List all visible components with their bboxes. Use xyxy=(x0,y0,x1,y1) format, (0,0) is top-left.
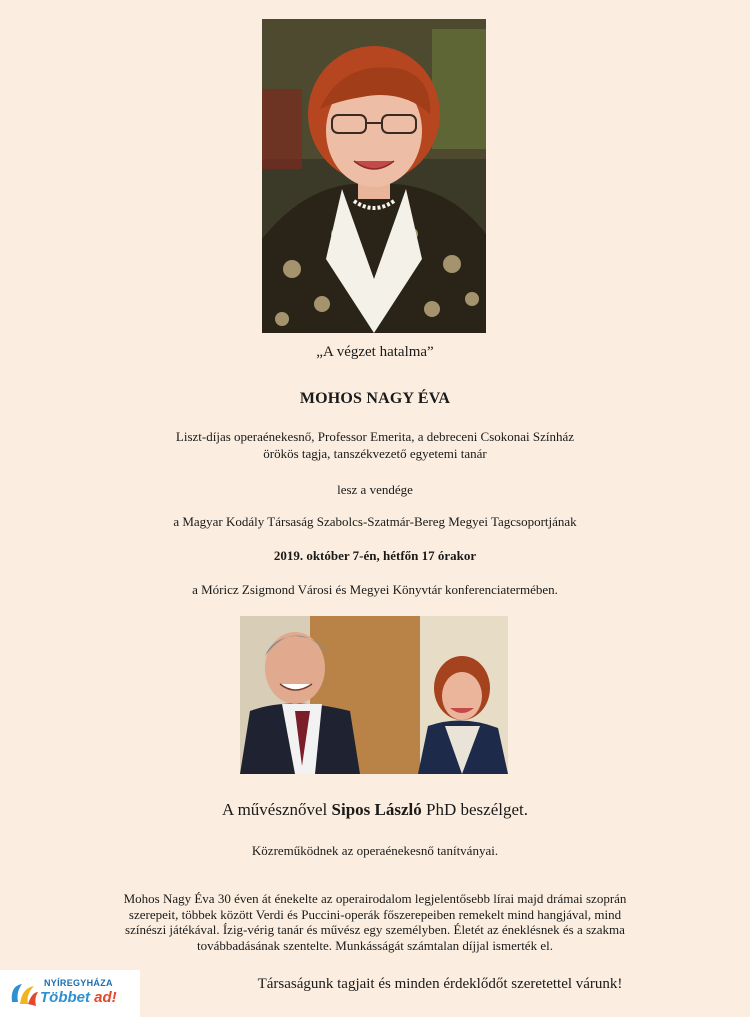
logo-city-name: NYÍREGYHÁZA xyxy=(44,978,113,988)
logo-slogan xyxy=(40,989,117,1006)
event-title-quote: „A végzet hatalma” xyxy=(316,344,434,360)
biography-line: színészi játékával. Ízig-vérig tanár és művész egy személyben. Életét az éneklésnek és a szakma xyxy=(125,922,625,937)
performer-and-moderator-photo xyxy=(240,616,508,774)
biography-line: továbbadásának szentelte. Munkásságát számtalan díjjal ismerték el. xyxy=(197,937,553,953)
logo-slogan-part: ad! xyxy=(90,989,117,1006)
performer-name: MOHOS NAGY ÉVA xyxy=(299,390,451,407)
conversation-line xyxy=(0,800,750,820)
host-organization: a Magyar Kodály Társaság Szabolcs-Szatmár-Bereg Megyei Tagcsoportjának xyxy=(173,514,577,529)
conversation-prefix: A művésznővel xyxy=(221,800,332,819)
performer-description xyxy=(0,428,750,462)
portrait-photo xyxy=(262,19,486,333)
logo-mark-icon xyxy=(8,980,40,1008)
logo-slogan-part: Többet xyxy=(40,989,90,1006)
guest-phrase: lesz a vendége xyxy=(337,482,413,497)
closing-invitation: Társaságunk tagjait és minden érdeklődőt szeretettel várunk! xyxy=(257,976,623,992)
conversation-suffix: PhD beszélget. xyxy=(421,800,528,819)
biography-line: Mohos Nagy Éva 30 éven át énekelte az operairodalom legjelentősebb lírai majd drámai szoprán xyxy=(123,891,627,906)
performer-description-line: örökös tagja, tanszékvezető egyetemi tanár xyxy=(263,446,487,461)
biography-line: szerepeit, többek között Verdi és Puccini-operák főszerepeiben remekelt mind hangjával, mind xyxy=(128,906,622,922)
contributors-line: Közreműködnek az operaénekesnő tanítványai. xyxy=(251,843,499,858)
event-venue: a Móricz Zsigmond Városi és Megyei Könyvtár konferenciatermében. xyxy=(192,582,558,597)
nyiregyhaza-logo xyxy=(0,970,140,1017)
moderator-name: Sipos László xyxy=(331,800,422,819)
performer-description-line: Liszt-díjas operaénekesnő, Professor Emerita, a debreceni Csokonai Színház xyxy=(175,429,575,444)
event-datetime: 2019. október 7-én, hétfőn 17 órakor xyxy=(273,548,477,563)
biography xyxy=(70,891,680,953)
